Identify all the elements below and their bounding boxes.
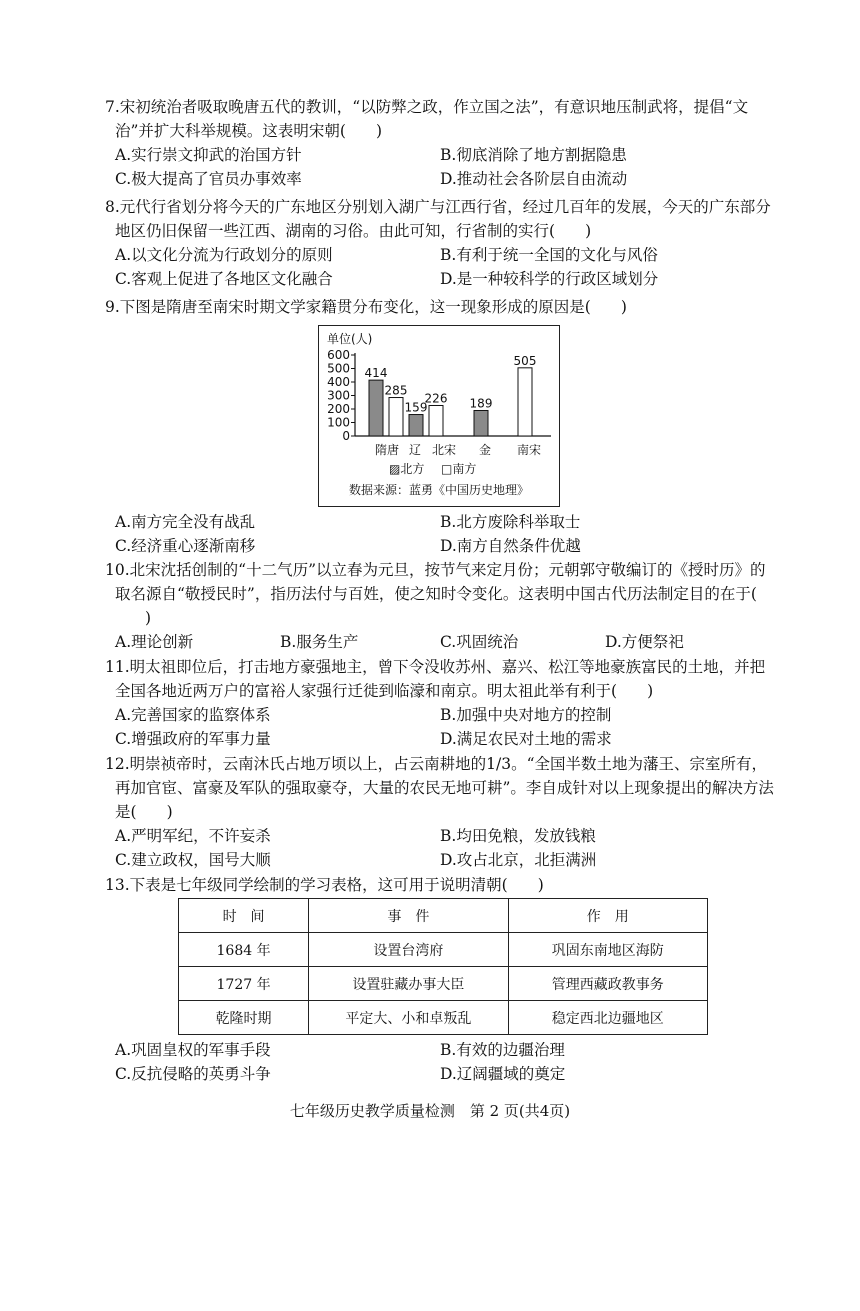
option-a[interactable]: A.巩固皇权的军事手段	[115, 1041, 271, 1059]
y-tick-label: 0	[342, 429, 350, 443]
question-stem: 11.明太祖即位后，打击地方豪强地主，曾下令没收苏州、嘉兴、松江等地豪族富民的土地，并把全国各地近两万户的富裕人家强行迁徙到临濠和南京。明太祖此举有利于(	[105, 658, 766, 700]
question-11: 11.明太祖即位后，打击地方豪强地主，曾下令没收苏州、嘉兴、松江等地豪族富民的土地，并把全国各地近两万户的富裕人家强行迁徙到临濠和南京。明太祖此举有利于( ) A.完善国家的监察体系 B.加强中央对地方的控制 C.增强政府的军事力量 D.满足农民对土地的需求	[115, 655, 775, 751]
data-label: 226	[424, 391, 448, 406]
question-10: 10.北宋沈括创制的“十二气历”以立春为元旦，按节气来定月份；元朝郭守敬编订的《授时历》的取名源自“敬授民时”，指历法付与百姓，使之知时令变化。这表明中国古代历法制定目的在于() A.理论创新 B.服务生产 C.巩固统治 D.方便祭祀	[115, 558, 775, 654]
table-cell: 1727 年	[179, 967, 309, 1001]
options	[115, 824, 775, 848]
option-c[interactable]: C.建立政权，国号大顺	[115, 851, 271, 869]
options	[115, 630, 775, 654]
options	[115, 267, 775, 291]
options	[115, 848, 775, 872]
options	[115, 167, 775, 191]
study-table	[178, 898, 708, 1035]
options	[115, 534, 775, 558]
option-a[interactable]: A.南方完全没有战乱	[115, 513, 256, 531]
option-d[interactable]: D.方便祭祀	[605, 633, 684, 651]
table-header: 事 件	[309, 899, 508, 933]
option-d[interactable]: D.是一种较科学的行政区域划分	[440, 270, 659, 288]
data-label: 414	[364, 366, 388, 381]
option-c[interactable]: C.反抗侵略的英勇斗争	[115, 1065, 271, 1083]
option-a[interactable]: A.实行崇文抑武的治国方针	[115, 146, 302, 164]
y-tick-label: 200	[327, 402, 350, 416]
table-header: 时 间	[179, 899, 309, 933]
option-b[interactable]: B.加强中央对地方的控制	[440, 706, 612, 724]
y-axis-label: 单位(人)	[327, 332, 373, 346]
question-13: 13.下表是七年级同学绘制的学习表格，这可用于说明清朝( )	[105, 876, 544, 894]
question-stem: 7.宋初统治者吸取晚唐五代的教训，“以防弊之政，作立国之法”，有意识地压制武将，提倡“文治”并扩大科举规模。这表明宋朝(	[105, 98, 749, 140]
chart-svg	[319, 326, 559, 506]
table-row	[179, 1001, 708, 1035]
question-stem: 10.北宋沈括创制的“十二气历”以立春为元旦，按节气来定月份；元朝郭守敬编订的《授时历》的取名源自“敬授民时”，指历法付与百姓，使之知时令变化。这表明中国古代历法制定目的在于(	[105, 561, 766, 603]
legend-entry: ▨北方	[389, 462, 425, 476]
study-table-grid	[178, 898, 708, 1035]
bar	[518, 368, 532, 436]
option-b[interactable]: B.有利于统一全国的文化与风俗	[440, 246, 658, 264]
question-7: 7.宋初统治者吸取晚唐五代的教训，“以防弊之政，作立国之法”，有意识地压制武将，提倡“文治”并扩大科举规模。这表明宋朝( ) A.实行崇文抑武的治国方针 B.彻底消除了地方割据隐患 C.极大提高了官员办事效率 D.推动社会各阶层自由流动	[115, 95, 775, 191]
y-tick-label: 100	[327, 415, 350, 430]
x-tick-label: 金	[478, 443, 492, 457]
options	[115, 510, 775, 534]
question-9-options	[115, 510, 775, 558]
options	[115, 243, 775, 267]
chart-source: 数据来源：蓝勇《中国历史地理》	[348, 483, 530, 497]
data-label: 285	[384, 383, 408, 398]
question-stem: 13.下表是七年级同学绘制的学习表格，这可用于说明清朝(	[105, 876, 508, 894]
table-cell: 稳定西北边疆地区	[508, 1001, 707, 1035]
data-label: 505	[513, 353, 537, 368]
options	[115, 1062, 775, 1086]
option-a[interactable]: A.以文化分流为行政划分的原则	[115, 246, 333, 264]
option-b[interactable]: B.有效的边疆治理	[440, 1041, 565, 1059]
x-tick-label: 隋唐	[374, 443, 400, 457]
option-b[interactable]: B.均田免粮，发放钱粮	[440, 827, 596, 845]
question-12: 12.明崇祯帝时，云南沐氏占地万顷以上，占云南耕地的1/3。“全国半数土地为藩王、宗室所有，再加官宦、富豪及军队的强取豪夺，大量的农民无地可耕”。李自成针对以上现象提出的解决方法是( ) A.严明军纪，不许妄杀 B.均田免粮，发放钱粮 C.建立政权，国号大顺 D.攻占北京，北拒满洲	[115, 752, 775, 872]
question-8: 8.元代行省划分将今天的广东地区分别划入湖广与江西行省，经过几百年的发展，今天的广东部分地区仍旧保留一些江西、湖南的习俗。由此可知，行省制的实行( ) A.以文化分流为行政划分的原则 B.有利于统一全国的文化与风俗 C.客观上促进了各地区文化融合 D.是一种较科学的行政区域划分	[115, 195, 775, 291]
y-tick-label: 500	[327, 361, 350, 376]
option-d[interactable]: D.攻占北京，北拒满洲	[440, 851, 597, 869]
table-cell: 设置台湾府	[309, 933, 508, 967]
table-row	[179, 933, 708, 967]
option-d[interactable]: D.满足农民对土地的需求	[440, 730, 612, 748]
y-tick-label: 600	[327, 348, 350, 362]
options	[115, 727, 775, 751]
option-d[interactable]: D.南方自然条件优越	[440, 537, 581, 555]
data-label: 189	[469, 396, 493, 411]
option-c[interactable]: C.经济重心逐渐南移	[115, 537, 256, 555]
question-stem: 12.明崇祯帝时，云南沐氏占地万顷以上，占云南耕地的1/3。“全国半数土地为藩王、宗室所有，再加官宦、富豪及军队的强取豪夺，大量的农民无地可耕”。李自成针对以上现象提出的解决方法是(	[105, 755, 774, 821]
option-b[interactable]: B.北方废除科举取士	[440, 513, 581, 531]
bar	[369, 380, 383, 436]
bar	[429, 405, 443, 436]
x-tick-label: 北宋	[431, 443, 457, 457]
question-9: 9.下图是隋唐至南宋时期文学家籍贯分布变化，这一现象形成的原因是( )	[105, 298, 627, 316]
option-c[interactable]: C.增强政府的军事力量	[115, 730, 271, 748]
bar	[474, 410, 488, 436]
options	[115, 1038, 775, 1062]
question-stem: 8.元代行省划分将今天的广东地区分别划入湖广与江西行省，经过几百年的发展，今天的广东部分地区仍旧保留一些江西、湖南的习俗。由此可知，行省制的实行(	[105, 198, 771, 240]
bar-chart	[318, 325, 560, 507]
option-a[interactable]: A.完善国家的监察体系	[115, 706, 271, 724]
table-cell: 平定大、小和卓叛乱	[309, 1001, 508, 1035]
option-a[interactable]: A.严明军纪，不许妄杀	[115, 827, 271, 845]
option-d[interactable]: D.推动社会各阶层自由流动	[440, 170, 628, 188]
table-cell: 1684 年	[179, 933, 309, 967]
x-tick-label: 辽	[408, 443, 422, 457]
table-cell: 乾隆时期	[179, 1001, 309, 1035]
option-c[interactable]: C.极大提高了官员办事效率	[115, 170, 302, 188]
question-stem: 9.下图是隋唐至南宋时期文学家籍贯分布变化，这一现象形成的原因是(	[105, 298, 591, 316]
x-tick-label: 南宋	[516, 443, 542, 457]
bar	[409, 415, 423, 436]
table-row	[179, 967, 708, 1001]
question-13-options	[115, 1038, 775, 1086]
option-b[interactable]: B.服务生产	[280, 633, 359, 651]
table-cell: 管理西藏政教事务	[508, 967, 707, 1001]
option-c[interactable]: C.巩固统治	[440, 633, 519, 651]
page-footer: 七年级历史教学质量检测 第 2 页(共4页)	[289, 1102, 571, 1120]
data-label: 159	[404, 400, 428, 415]
table-header-row	[179, 899, 708, 933]
options	[115, 703, 775, 727]
y-tick-label: 300	[327, 388, 350, 403]
bar	[389, 398, 403, 436]
option-a[interactable]: A.理论创新	[115, 633, 194, 651]
legend-entry: □南方	[441, 462, 477, 476]
option-d[interactable]: D.辽阔疆域的奠定	[440, 1065, 566, 1083]
options	[115, 143, 775, 167]
table-cell: 巩固东南地区海防	[508, 933, 707, 967]
option-c[interactable]: C.客观上促进了各地区文化融合	[115, 270, 333, 288]
option-b[interactable]: B.彻底消除了地方割据隐患	[440, 146, 627, 164]
table-header: 作 用	[508, 899, 707, 933]
y-tick-label: 400	[327, 375, 350, 389]
table-cell: 设置驻藏办事大臣	[309, 967, 508, 1001]
